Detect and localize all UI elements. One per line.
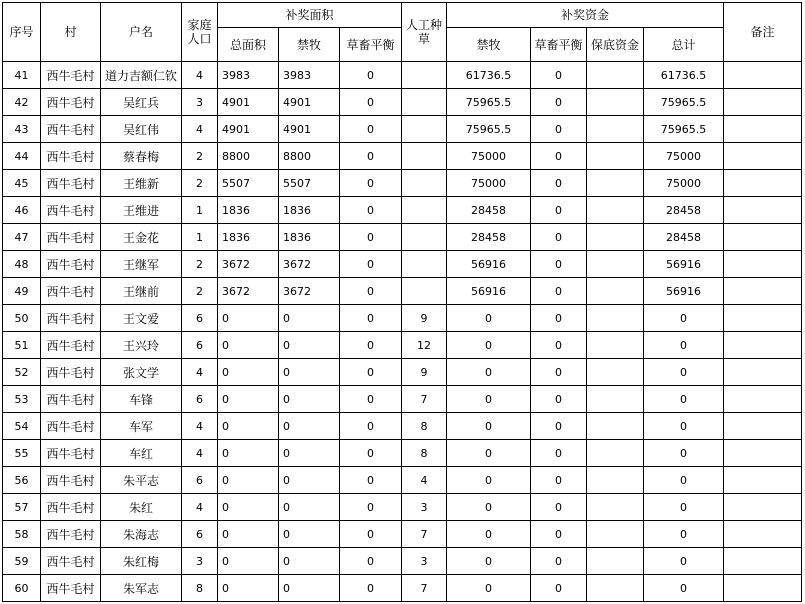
cell-funds-total: 56916 — [644, 251, 724, 278]
header-household: 户名 — [101, 3, 182, 62]
cell-planted-grass — [402, 89, 447, 116]
cell-planted-grass: 7 — [402, 575, 447, 602]
cell-area-grazing-ban: 0 — [279, 440, 340, 467]
cell-funds-guarantee — [587, 521, 644, 548]
cell-planted-grass: 4 — [402, 467, 447, 494]
cell-funds-guarantee — [587, 197, 644, 224]
cell-planted-grass — [402, 143, 447, 170]
cell-funds-total: 0 — [644, 413, 724, 440]
cell-village: 西牛毛村 — [41, 62, 101, 89]
cell-population: 2 — [182, 251, 218, 278]
cell-funds-guarantee — [587, 62, 644, 89]
cell-area-grazing-ban: 4901 — [279, 116, 340, 143]
header-funds-guarantee: 保底资金 — [587, 28, 644, 62]
cell-planted-grass: 8 — [402, 440, 447, 467]
cell-village: 西牛毛村 — [41, 440, 101, 467]
header-population: 家庭人口 — [182, 3, 218, 62]
cell-remarks — [724, 440, 802, 467]
cell-planted-grass — [402, 278, 447, 305]
table-row — [3, 116, 802, 143]
cell-funds-grazing-ban: 0 — [447, 413, 531, 440]
cell-remarks — [724, 521, 802, 548]
cell-area-total: 5507 — [218, 170, 279, 197]
cell-funds-total: 75000 — [644, 170, 724, 197]
cell-funds-balance: 0 — [531, 575, 587, 602]
cell-seq: 55 — [3, 440, 41, 467]
cell-household-name: 张文学 — [101, 359, 182, 386]
cell-area-grazing-ban: 0 — [279, 467, 340, 494]
cell-area-total: 3983 — [218, 62, 279, 89]
header-village: 村 — [41, 3, 101, 62]
cell-village: 西牛毛村 — [41, 170, 101, 197]
cell-funds-grazing-ban: 0 — [447, 332, 531, 359]
cell-area-balance: 0 — [340, 440, 402, 467]
cell-funds-guarantee — [587, 467, 644, 494]
cell-population: 3 — [182, 89, 218, 116]
cell-population: 6 — [182, 305, 218, 332]
table-row — [3, 197, 802, 224]
cell-area-total: 4901 — [218, 89, 279, 116]
cell-funds-total: 0 — [644, 440, 724, 467]
cell-funds-grazing-ban: 56916 — [447, 251, 531, 278]
cell-funds-grazing-ban: 28458 — [447, 224, 531, 251]
cell-funds-grazing-ban: 0 — [447, 548, 531, 575]
header-funds-balance: 草畜平衡 — [531, 28, 587, 62]
cell-funds-grazing-ban: 61736.5 — [447, 62, 531, 89]
cell-funds-balance: 0 — [531, 359, 587, 386]
cell-funds-total: 28458 — [644, 197, 724, 224]
cell-seq: 42 — [3, 89, 41, 116]
cell-funds-balance: 0 — [531, 521, 587, 548]
cell-population: 2 — [182, 170, 218, 197]
table-row — [3, 467, 802, 494]
cell-population: 8 — [182, 575, 218, 602]
cell-funds-guarantee — [587, 251, 644, 278]
cell-village: 西牛毛村 — [41, 413, 101, 440]
cell-funds-total: 0 — [644, 359, 724, 386]
cell-area-total: 0 — [218, 440, 279, 467]
cell-village: 西牛毛村 — [41, 224, 101, 251]
cell-area-grazing-ban: 3983 — [279, 62, 340, 89]
cell-funds-total: 75000 — [644, 143, 724, 170]
cell-area-grazing-ban: 4901 — [279, 89, 340, 116]
cell-population: 4 — [182, 359, 218, 386]
cell-funds-guarantee — [587, 278, 644, 305]
header-planted-grass: 人工种草 — [402, 3, 447, 62]
cell-area-total: 0 — [218, 413, 279, 440]
table-row — [3, 440, 802, 467]
cell-household-name: 王继军 — [101, 251, 182, 278]
cell-funds-guarantee — [587, 224, 644, 251]
cell-area-balance: 0 — [340, 62, 402, 89]
cell-funds-grazing-ban: 75000 — [447, 143, 531, 170]
cell-household-name: 吴红伟 — [101, 116, 182, 143]
header-seq: 序号 — [3, 3, 41, 62]
cell-planted-grass: 7 — [402, 386, 447, 413]
cell-funds-guarantee — [587, 494, 644, 521]
cell-funds-total: 75965.5 — [644, 89, 724, 116]
cell-village: 西牛毛村 — [41, 305, 101, 332]
table-body — [3, 62, 802, 602]
cell-funds-total: 28458 — [644, 224, 724, 251]
cell-seq: 48 — [3, 251, 41, 278]
cell-funds-guarantee — [587, 386, 644, 413]
cell-area-total: 0 — [218, 575, 279, 602]
cell-area-balance: 0 — [340, 521, 402, 548]
cell-household-name: 朱红梅 — [101, 548, 182, 575]
cell-funds-total: 0 — [644, 575, 724, 602]
table-row — [3, 494, 802, 521]
cell-funds-balance: 0 — [531, 170, 587, 197]
table-row — [3, 305, 802, 332]
cell-area-balance: 0 — [340, 575, 402, 602]
header-funds-grazing-ban: 禁牧 — [447, 28, 531, 62]
cell-area-grazing-ban: 3672 — [279, 251, 340, 278]
cell-funds-balance: 0 — [531, 305, 587, 332]
cell-funds-grazing-ban: 28458 — [447, 197, 531, 224]
cell-village: 西牛毛村 — [41, 386, 101, 413]
cell-household-name: 王维进 — [101, 197, 182, 224]
cell-planted-grass: 12 — [402, 332, 447, 359]
cell-funds-grazing-ban: 0 — [447, 440, 531, 467]
cell-planted-grass — [402, 197, 447, 224]
cell-population: 6 — [182, 521, 218, 548]
cell-funds-balance: 0 — [531, 143, 587, 170]
cell-area-balance: 0 — [340, 332, 402, 359]
cell-population: 6 — [182, 386, 218, 413]
cell-area-balance: 0 — [340, 305, 402, 332]
cell-area-grazing-ban: 0 — [279, 494, 340, 521]
cell-funds-guarantee — [587, 548, 644, 575]
cell-funds-total: 56916 — [644, 278, 724, 305]
cell-household-name: 车军 — [101, 413, 182, 440]
header-area-grazing-ban: 禁牧 — [279, 28, 340, 62]
cell-area-grazing-ban: 0 — [279, 575, 340, 602]
cell-area-total: 4901 — [218, 116, 279, 143]
cell-village: 西牛毛村 — [41, 521, 101, 548]
cell-planted-grass — [402, 170, 447, 197]
cell-planted-grass: 7 — [402, 521, 447, 548]
cell-area-grazing-ban: 0 — [279, 548, 340, 575]
cell-area-total: 0 — [218, 494, 279, 521]
table-row — [3, 548, 802, 575]
cell-population: 4 — [182, 116, 218, 143]
cell-area-grazing-ban: 0 — [279, 386, 340, 413]
cell-remarks — [724, 548, 802, 575]
cell-area-balance: 0 — [340, 467, 402, 494]
cell-area-balance: 0 — [340, 278, 402, 305]
cell-area-balance: 0 — [340, 548, 402, 575]
cell-funds-total: 75965.5 — [644, 116, 724, 143]
cell-seq: 50 — [3, 305, 41, 332]
cell-funds-grazing-ban: 0 — [447, 521, 531, 548]
cell-household-name: 朱海志 — [101, 521, 182, 548]
cell-area-grazing-ban: 0 — [279, 332, 340, 359]
cell-seq: 52 — [3, 359, 41, 386]
cell-remarks — [724, 305, 802, 332]
cell-funds-guarantee — [587, 332, 644, 359]
cell-seq: 53 — [3, 386, 41, 413]
cell-funds-balance: 0 — [531, 440, 587, 467]
cell-population: 6 — [182, 467, 218, 494]
cell-funds-guarantee — [587, 413, 644, 440]
cell-funds-balance: 0 — [531, 197, 587, 224]
header-subsidy-funds: 补奖资金 — [447, 3, 724, 28]
cell-village: 西牛毛村 — [41, 548, 101, 575]
table-row — [3, 170, 802, 197]
cell-household-name: 王维新 — [101, 170, 182, 197]
cell-area-grazing-ban: 1836 — [279, 224, 340, 251]
table-row — [3, 521, 802, 548]
cell-population: 1 — [182, 197, 218, 224]
cell-population: 4 — [182, 62, 218, 89]
cell-area-total: 0 — [218, 386, 279, 413]
cell-seq: 51 — [3, 332, 41, 359]
subsidy-table-container — [2, 2, 802, 602]
cell-seq: 46 — [3, 197, 41, 224]
table-row — [3, 386, 802, 413]
cell-funds-guarantee — [587, 305, 644, 332]
cell-remarks — [724, 197, 802, 224]
cell-funds-guarantee — [587, 143, 644, 170]
cell-population: 4 — [182, 440, 218, 467]
cell-area-balance: 0 — [340, 224, 402, 251]
cell-funds-balance: 0 — [531, 278, 587, 305]
cell-seq: 60 — [3, 575, 41, 602]
cell-remarks — [724, 89, 802, 116]
cell-seq: 44 — [3, 143, 41, 170]
cell-village: 西牛毛村 — [41, 494, 101, 521]
cell-population: 6 — [182, 332, 218, 359]
cell-area-balance: 0 — [340, 386, 402, 413]
cell-remarks — [724, 359, 802, 386]
cell-household-name: 道力吉额仁钦 — [101, 62, 182, 89]
cell-area-total: 0 — [218, 359, 279, 386]
cell-village: 西牛毛村 — [41, 251, 101, 278]
cell-funds-balance: 0 — [531, 386, 587, 413]
cell-funds-total: 0 — [644, 494, 724, 521]
table-header — [3, 3, 802, 62]
cell-planted-grass: 8 — [402, 413, 447, 440]
cell-household-name: 吴红兵 — [101, 89, 182, 116]
cell-funds-balance: 0 — [531, 89, 587, 116]
cell-funds-balance: 0 — [531, 494, 587, 521]
cell-seq: 43 — [3, 116, 41, 143]
cell-area-balance: 0 — [340, 143, 402, 170]
cell-remarks — [724, 116, 802, 143]
cell-funds-total: 0 — [644, 521, 724, 548]
cell-area-grazing-ban: 0 — [279, 521, 340, 548]
cell-area-total: 1836 — [218, 224, 279, 251]
cell-planted-grass — [402, 116, 447, 143]
table-row — [3, 278, 802, 305]
cell-area-balance: 0 — [340, 89, 402, 116]
cell-village: 西牛毛村 — [41, 359, 101, 386]
cell-area-total: 0 — [218, 305, 279, 332]
cell-area-total: 3672 — [218, 251, 279, 278]
cell-funds-grazing-ban: 75000 — [447, 170, 531, 197]
cell-seq: 59 — [3, 548, 41, 575]
cell-area-balance: 0 — [340, 251, 402, 278]
header-area-balance: 草畜平衡 — [340, 28, 402, 62]
cell-area-balance: 0 — [340, 170, 402, 197]
table-row — [3, 143, 802, 170]
cell-village: 西牛毛村 — [41, 332, 101, 359]
cell-household-name: 王文爱 — [101, 305, 182, 332]
cell-remarks — [724, 251, 802, 278]
cell-funds-guarantee — [587, 440, 644, 467]
cell-funds-balance: 0 — [531, 548, 587, 575]
cell-area-total: 0 — [218, 521, 279, 548]
cell-population: 1 — [182, 224, 218, 251]
cell-area-grazing-ban: 8800 — [279, 143, 340, 170]
cell-village: 西牛毛村 — [41, 116, 101, 143]
cell-remarks — [724, 575, 802, 602]
cell-remarks — [724, 413, 802, 440]
cell-household-name: 王兴玲 — [101, 332, 182, 359]
cell-funds-grazing-ban: 0 — [447, 467, 531, 494]
table-row — [3, 62, 802, 89]
cell-village: 西牛毛村 — [41, 467, 101, 494]
cell-area-grazing-ban: 1836 — [279, 197, 340, 224]
cell-planted-grass: 3 — [402, 548, 447, 575]
cell-area-grazing-ban: 5507 — [279, 170, 340, 197]
cell-funds-grazing-ban: 0 — [447, 305, 531, 332]
cell-planted-grass: 9 — [402, 359, 447, 386]
table-row — [3, 413, 802, 440]
cell-population: 2 — [182, 278, 218, 305]
cell-area-total: 3672 — [218, 278, 279, 305]
cell-household-name: 王金花 — [101, 224, 182, 251]
cell-population: 2 — [182, 143, 218, 170]
table-row — [3, 332, 802, 359]
cell-population: 4 — [182, 494, 218, 521]
cell-planted-grass — [402, 62, 447, 89]
cell-funds-total: 0 — [644, 332, 724, 359]
cell-remarks — [724, 278, 802, 305]
cell-household-name: 朱平志 — [101, 467, 182, 494]
subsidy-table — [2, 2, 802, 602]
cell-funds-balance: 0 — [531, 251, 587, 278]
cell-funds-guarantee — [587, 359, 644, 386]
cell-household-name: 王继前 — [101, 278, 182, 305]
cell-household-name: 蔡春梅 — [101, 143, 182, 170]
cell-funds-balance: 0 — [531, 62, 587, 89]
cell-remarks — [724, 143, 802, 170]
cell-funds-total: 0 — [644, 305, 724, 332]
cell-funds-guarantee — [587, 575, 644, 602]
cell-population: 4 — [182, 413, 218, 440]
cell-funds-grazing-ban: 0 — [447, 386, 531, 413]
cell-village: 西牛毛村 — [41, 143, 101, 170]
cell-planted-grass: 9 — [402, 305, 447, 332]
cell-funds-balance: 0 — [531, 413, 587, 440]
cell-area-balance: 0 — [340, 359, 402, 386]
cell-remarks — [724, 332, 802, 359]
cell-household-name: 朱红 — [101, 494, 182, 521]
cell-area-balance: 0 — [340, 116, 402, 143]
cell-area-grazing-ban: 3672 — [279, 278, 340, 305]
cell-funds-grazing-ban: 75965.5 — [447, 116, 531, 143]
cell-remarks — [724, 62, 802, 89]
cell-area-total: 0 — [218, 467, 279, 494]
cell-household-name: 车红 — [101, 440, 182, 467]
cell-area-grazing-ban: 0 — [279, 359, 340, 386]
cell-population: 3 — [182, 548, 218, 575]
header-area-total: 总面积 — [218, 28, 279, 62]
cell-funds-balance: 0 — [531, 332, 587, 359]
cell-funds-grazing-ban: 0 — [447, 575, 531, 602]
cell-funds-guarantee — [587, 89, 644, 116]
cell-funds-guarantee — [587, 116, 644, 143]
table-row — [3, 251, 802, 278]
cell-area-balance: 0 — [340, 197, 402, 224]
cell-funds-balance: 0 — [531, 224, 587, 251]
cell-funds-balance: 0 — [531, 467, 587, 494]
cell-seq: 57 — [3, 494, 41, 521]
header-remarks: 备注 — [724, 3, 802, 62]
cell-seq: 47 — [3, 224, 41, 251]
cell-area-grazing-ban: 0 — [279, 413, 340, 440]
cell-funds-total: 0 — [644, 386, 724, 413]
cell-area-total: 0 — [218, 332, 279, 359]
cell-village: 西牛毛村 — [41, 89, 101, 116]
cell-remarks — [724, 170, 802, 197]
cell-funds-total: 0 — [644, 548, 724, 575]
cell-funds-total: 0 — [644, 467, 724, 494]
header-subsidy-area: 补奖面积 — [218, 3, 402, 28]
cell-remarks — [724, 494, 802, 521]
cell-remarks — [724, 386, 802, 413]
cell-seq: 54 — [3, 413, 41, 440]
cell-area-grazing-ban: 0 — [279, 305, 340, 332]
table-row — [3, 575, 802, 602]
cell-seq: 45 — [3, 170, 41, 197]
cell-area-total: 0 — [218, 548, 279, 575]
cell-planted-grass — [402, 251, 447, 278]
cell-funds-guarantee — [587, 170, 644, 197]
cell-remarks — [724, 467, 802, 494]
cell-village: 西牛毛村 — [41, 575, 101, 602]
table-row — [3, 89, 802, 116]
cell-planted-grass — [402, 224, 447, 251]
header-funds-total: 总计 — [644, 28, 724, 62]
cell-seq: 56 — [3, 467, 41, 494]
cell-area-total: 1836 — [218, 197, 279, 224]
cell-village: 西牛毛村 — [41, 197, 101, 224]
cell-area-balance: 0 — [340, 494, 402, 521]
cell-household-name: 朱军志 — [101, 575, 182, 602]
cell-seq: 49 — [3, 278, 41, 305]
cell-household-name: 车锋 — [101, 386, 182, 413]
cell-funds-grazing-ban: 0 — [447, 359, 531, 386]
table-row — [3, 359, 802, 386]
cell-funds-total: 61736.5 — [644, 62, 724, 89]
table-row — [3, 224, 802, 251]
cell-seq: 41 — [3, 62, 41, 89]
cell-seq: 58 — [3, 521, 41, 548]
cell-funds-grazing-ban: 0 — [447, 494, 531, 521]
cell-village: 西牛毛村 — [41, 278, 101, 305]
cell-planted-grass: 3 — [402, 494, 447, 521]
cell-funds-grazing-ban: 56916 — [447, 278, 531, 305]
cell-area-balance: 0 — [340, 413, 402, 440]
cell-funds-grazing-ban: 75965.5 — [447, 89, 531, 116]
cell-remarks — [724, 224, 802, 251]
cell-area-total: 8800 — [218, 143, 279, 170]
cell-funds-balance: 0 — [531, 116, 587, 143]
